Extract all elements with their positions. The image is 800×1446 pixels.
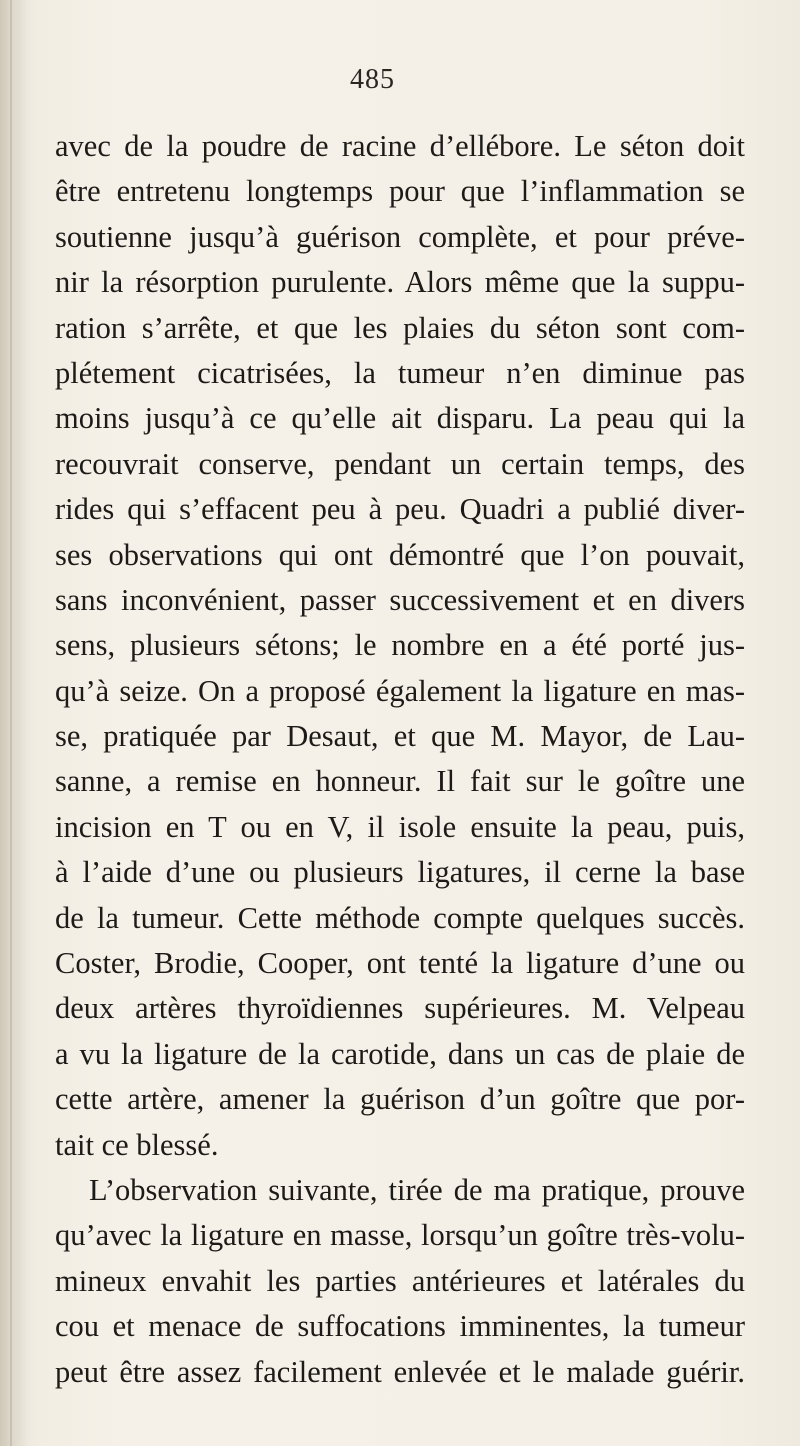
text-line: cette artère, amener la guérison d’un goître que por- (55, 1082, 745, 1117)
text-line: mineux envahit les parties antérieures et latérales du (55, 1263, 745, 1298)
text-line: tait ce blessé. (55, 1127, 219, 1162)
text-line: L’observation suivante, tirée de ma pratique, prouve (89, 1172, 745, 1207)
text-line: peut être assez facilement enlevée et le malade guérir. (55, 1354, 745, 1389)
text-line: ses observations qui ont démontré que l’on pouvait, (55, 537, 745, 572)
text-line: sanne, a remise en honneur. Il fait sur le goître une (55, 764, 745, 799)
text-line: qu’avec la ligature en masse, lorsqu’un goître très-volu- (55, 1218, 745, 1253)
text-line: cou et menace de suffocations imminentes, la tumeur (55, 1309, 745, 1344)
text-line: avec de la poudre de racine d’ellébore. Le séton doit (55, 129, 745, 163)
body-text (55, 124, 745, 1395)
text-line: incision en T ou en V, il isole ensuite la peau, puis, (55, 809, 745, 844)
text-line: deux artères thyroïdiennes supérieures. M. Velpeau (55, 991, 745, 1026)
binding-shadow (0, 0, 28, 1446)
text-line: se, pratiquée par Desaut, et que M. Mayor, de Lau- (55, 719, 745, 754)
text-line: Coster, Brodie, Cooper, ont tenté la ligature d’une ou (55, 946, 745, 981)
binding-edge (10, 0, 12, 1446)
text-line: sens, plusieurs sétons; le nombre en a été porté jus- (55, 628, 745, 663)
text-line: moins jusqu’à ce qu’elle ait disparu. La peau qui la (55, 401, 745, 436)
text-line: être entretenu longtemps pour que l’inflammation se (55, 174, 745, 209)
text-line: a vu la ligature de la carotide, dans un cas de plaie de (55, 1036, 745, 1071)
text-line: rides qui s’effacent peu à peu. Quadri a publié diver- (55, 492, 745, 527)
text-line: nir la résorption purulente. Alors même que la suppu- (55, 265, 745, 300)
text-line: sans inconvénient, passer successivement et en divers (55, 582, 745, 617)
page-number: 485 (350, 64, 395, 95)
text-line: ration s’arrête, et que les plaies du séton sont com- (55, 310, 745, 345)
text-line: recouvrait conserve, pendant un certain temps, des (55, 446, 745, 481)
text-line: qu’à seize. On a proposé également la ligature en mas- (55, 673, 745, 708)
text-line: soutienne jusqu’à guérison complète, et pour préve- (55, 219, 745, 254)
text-line: à l’aide d’une ou plusieurs ligatures, il cerne la base (55, 855, 745, 890)
text-line: de la tumeur. Cette méthode compte quelques succès. (55, 900, 745, 935)
text-line: plétement cicatrisées, la tumeur n’en diminue pas (55, 355, 745, 390)
